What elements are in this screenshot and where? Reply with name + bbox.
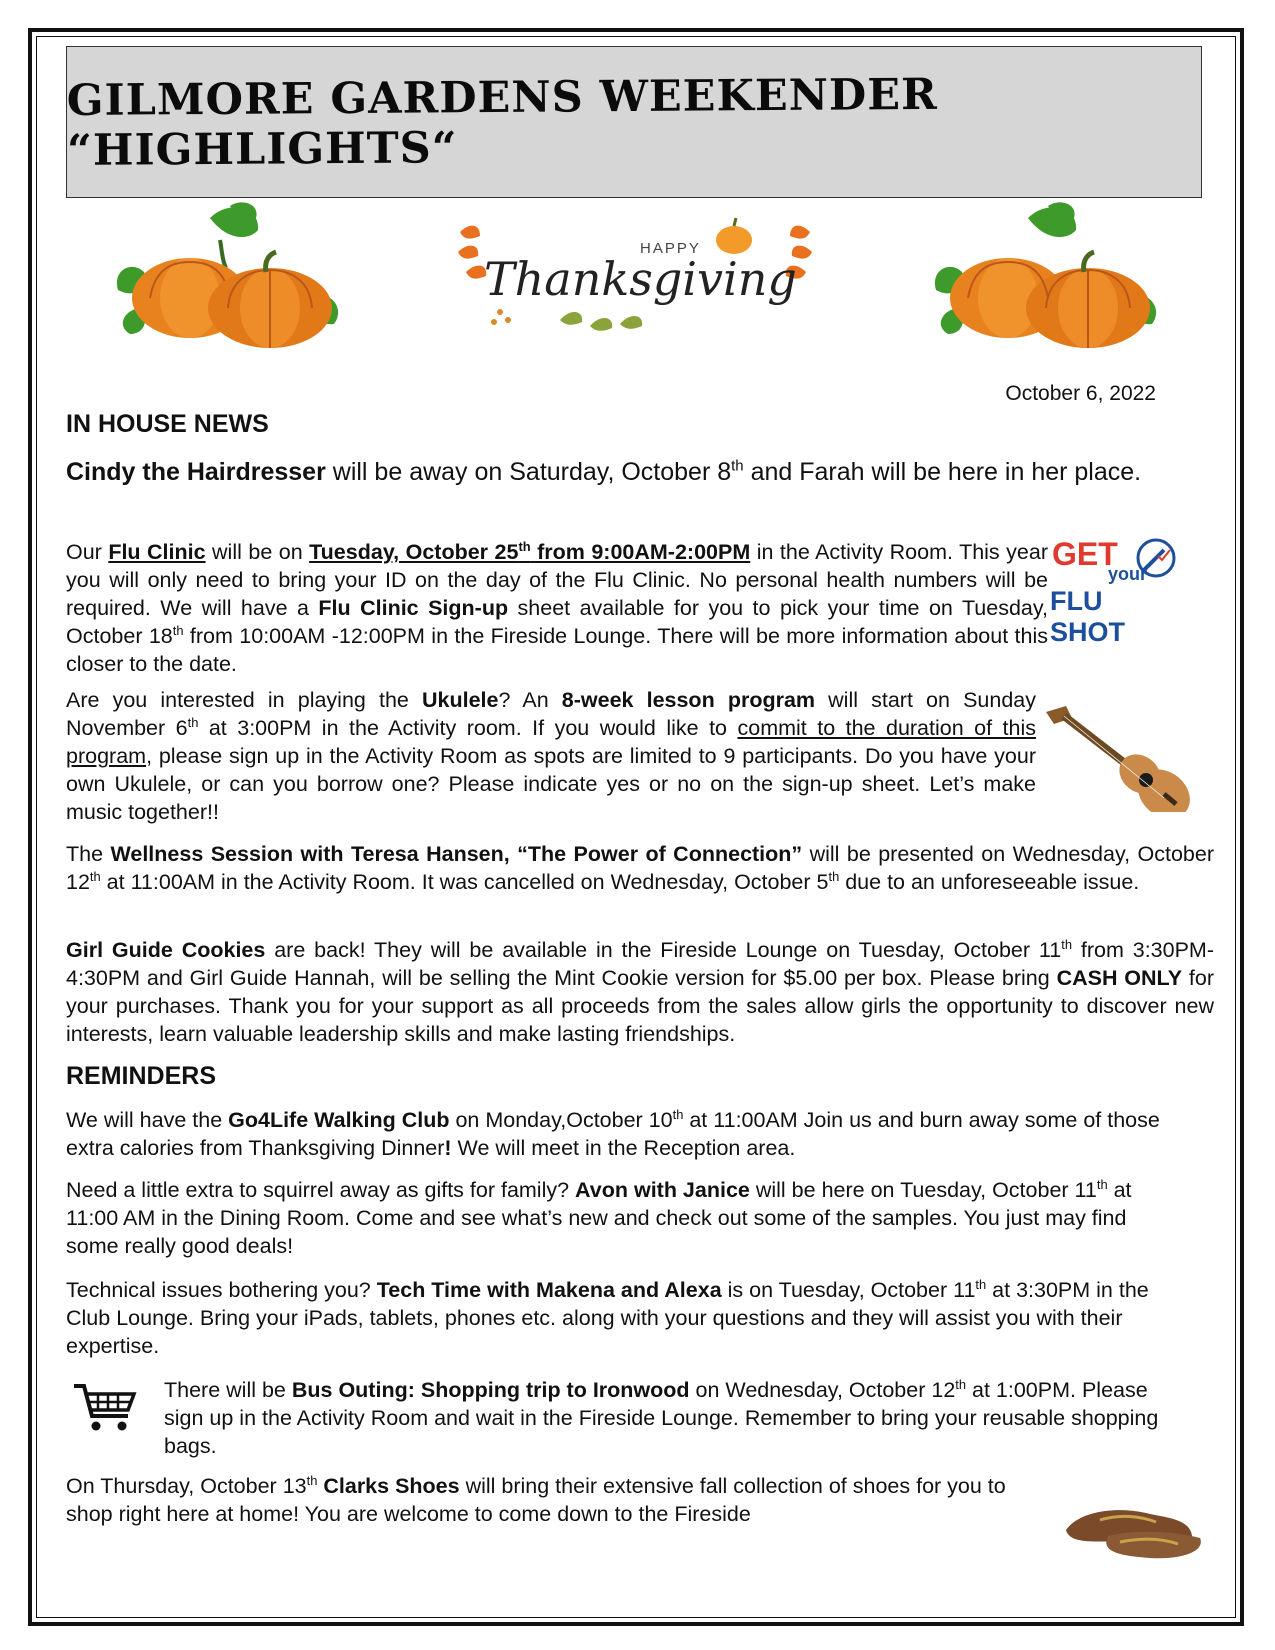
wellness-text-0: The — [66, 842, 111, 866]
title-banner — [66, 46, 1202, 198]
bus-text-0: There will be — [164, 1378, 292, 1402]
avon-label: Avon with Janice — [575, 1178, 750, 1202]
clarks-text-1: will bring their extensive fall collection of shoes for you to shop right here at home! You are welcome to come down to the Fireside — [66, 1474, 1006, 1526]
flu-date-b: from 9:00AM-2:00PM — [530, 540, 751, 564]
flu-badge-get: GET — [1052, 536, 1118, 572]
pumpkins-left-icon — [110, 200, 355, 350]
clarks-shoes-paragraph — [66, 1472, 1046, 1528]
flu-date-a: Tuesday, October 25 — [309, 540, 519, 564]
wellness-session-label: Wellness Session with Teresa Hansen, “The Power of Connection” — [110, 842, 803, 866]
superscript: th — [172, 622, 184, 638]
tech-text-0: Technical issues bothering you? — [66, 1278, 377, 1302]
superscript: th — [672, 1106, 684, 1122]
hairdresser-text-1: will be away on Saturday, October 8 — [325, 458, 732, 486]
superscript: th — [89, 868, 101, 884]
bus-outing-paragraph — [164, 1376, 1174, 1460]
clarks-shoes-label: Clarks Shoes — [323, 1474, 460, 1498]
ukulele-text-2: will start on Sunday November 6 — [66, 688, 1036, 740]
bus-text-1: on Wednesday, October 12 — [689, 1378, 956, 1402]
flu-text-4: from 10:00AM -12:00PM in the Fireside Lounge. There will be more information about this closer to the date. — [66, 624, 1048, 676]
hairdresser-text-2: and Farah will be here in her place. — [743, 458, 1142, 486]
ukulele-label: Ukulele — [421, 688, 499, 712]
commit-label: commit to the duration of this program — [66, 716, 1037, 768]
flu-text-1: will be on — [205, 540, 310, 564]
wellness-text-3: due to an unforeseeable issue. — [839, 870, 1140, 894]
shopping-cart-icon — [72, 1380, 138, 1436]
tech-time-paragraph — [66, 1276, 1166, 1360]
ukulele-text-0: Are you interested in playing the — [66, 688, 422, 712]
issue-date: October 6, 2022 — [1005, 382, 1156, 405]
happy-label: HAPPY — [640, 240, 701, 257]
ukulele-paragraph — [66, 686, 1036, 826]
ukulele-text-1: ? An — [498, 688, 562, 712]
avon-paragraph — [66, 1176, 1166, 1260]
flu-text-3: sheet available for you to pick your time on Tuesday, October 18 — [66, 596, 1048, 648]
superscript: th — [518, 538, 531, 554]
avon-text-2: at 11:00 AM in the Dining Room. Come and see what’s new and check out some of the samples. You just may find some really good deals! — [66, 1178, 1132, 1258]
superscript: th — [187, 714, 199, 730]
avon-text-0: Need a little extra to squirrel away as gifts for family? — [66, 1178, 576, 1202]
girl-guide-cookies-label: Girl Guide Cookies — [66, 938, 266, 962]
walking-text-0: We will have the — [66, 1108, 229, 1132]
bus-text-2: at 1:00PM. Please sign up in the Activity Room and wait in the Fireside Lounge. Remember to bring your reusable shopping bags. — [164, 1378, 1159, 1458]
walking-text-2: at 11:00AM Join us and burn away some of those extra calories from Thanksgiving Dinner — [66, 1108, 1160, 1160]
flu-clinic-label: Flu Clinic — [108, 540, 206, 564]
wellness-text-2: at 11:00AM in the Activity Room. It was cancelled on Wednesday, October 5 — [100, 870, 829, 894]
cookies-text-3: for your purchases. Thank you for your support as all proceeds from the sales allow girls the opportunity to discover new interests, learn valuable leadership skills and make lasting friendships. — [66, 966, 1214, 1046]
thanksgiving-label: Thanksgiving — [484, 252, 797, 306]
tech-time-label: Tech Time with Makena and Alexa — [376, 1278, 722, 1302]
walking-exclamation: ! — [444, 1136, 452, 1160]
wellness-paragraph — [66, 840, 1214, 896]
shoes-icon — [1060, 1480, 1210, 1570]
cookies-text-1: are back! They will be available in the Fireside Lounge on Tuesday, October 11 — [265, 938, 1062, 962]
cookies-text-2: from 3:30PM-4:30PM and Girl Guide Hannah, will be selling the Mint Cookie version for $5.00 per box. Please bring — [66, 938, 1214, 990]
superscript: th — [1061, 936, 1072, 952]
wellness-text-1: will be presented on Wednesday, October 12 — [66, 842, 1214, 894]
superscript: th — [731, 457, 744, 475]
avon-text-1: will be here on Tuesday, October 11 — [749, 1178, 1097, 1202]
shopping-trip-label: Shopping trip to Ironwood — [420, 1378, 690, 1402]
walking-club-label: Go4Life Walking Club — [228, 1108, 450, 1132]
walking-text-3: We will meet in the Reception area. — [451, 1136, 796, 1160]
flu-shot-badge-icon — [1050, 536, 1180, 647]
superscript: th — [955, 1376, 967, 1392]
flu-signup-label: Flu Clinic Sign-up — [318, 596, 509, 620]
ukulele-icon — [1040, 702, 1190, 812]
flu-text-2: in the Activity Room. This year you will only need to bring your ID on the day of the Flu Clinic. No personal health numbers will be required. We will have a — [66, 540, 1048, 620]
ukulele-text-3: at 3:00PM in the Activity room. If you would like to — [198, 716, 738, 740]
superscript: th — [828, 868, 840, 884]
tech-text-1: is on Tuesday, October 11 — [721, 1278, 976, 1302]
thanksgiving-banner — [450, 212, 835, 347]
flu-clinic-paragraph — [66, 538, 1048, 678]
superscript: th — [306, 1472, 318, 1488]
flu-text-0: Our — [66, 540, 109, 564]
cash-only-label: CASH ONLY — [1056, 966, 1183, 990]
superscript: th — [975, 1276, 987, 1292]
hairdresser-paragraph — [66, 456, 1202, 489]
bus-colon: : — [407, 1378, 421, 1402]
page-title: GILMORE GARDENS WEEKENDER “HIGHLIGHTS“ — [66, 69, 938, 176]
bus-outing-label: Bus Outing — [291, 1378, 408, 1402]
clarks-text-0: On Thursday, October 13 — [66, 1474, 307, 1498]
walking-club-paragraph — [66, 1106, 1166, 1162]
flu-badge-your: your — [1108, 564, 1148, 584]
pumpkins-right-icon — [928, 200, 1173, 350]
flu-badge-flushot: FLU SHOT — [1050, 586, 1126, 647]
tech-text-2: at 3:30PM in the Club Lounge. Bring your iPads, tablets, phones etc. along with your questions and they will assist you with their expertise. — [66, 1278, 1149, 1358]
lesson-program-label: 8-week lesson program — [561, 688, 816, 712]
hairdresser-name: Cindy the Hairdresser — [66, 458, 326, 486]
in-house-news-heading: IN HOUSE NEWS — [66, 410, 269, 438]
ukulele-text-4: , please sign up in the Activity Room as spots are limited to 9 participants. Do you have your own Ukulele, or can you borrow one? Please indicate yes or no on the sign-up sheet. Let’s make music together!! — [66, 744, 1036, 824]
reminders-heading: REMINDERS — [66, 1062, 217, 1090]
walking-text-1: on Monday,October 10 — [449, 1108, 673, 1132]
superscript: th — [1096, 1176, 1108, 1192]
cookies-paragraph — [66, 936, 1214, 1048]
